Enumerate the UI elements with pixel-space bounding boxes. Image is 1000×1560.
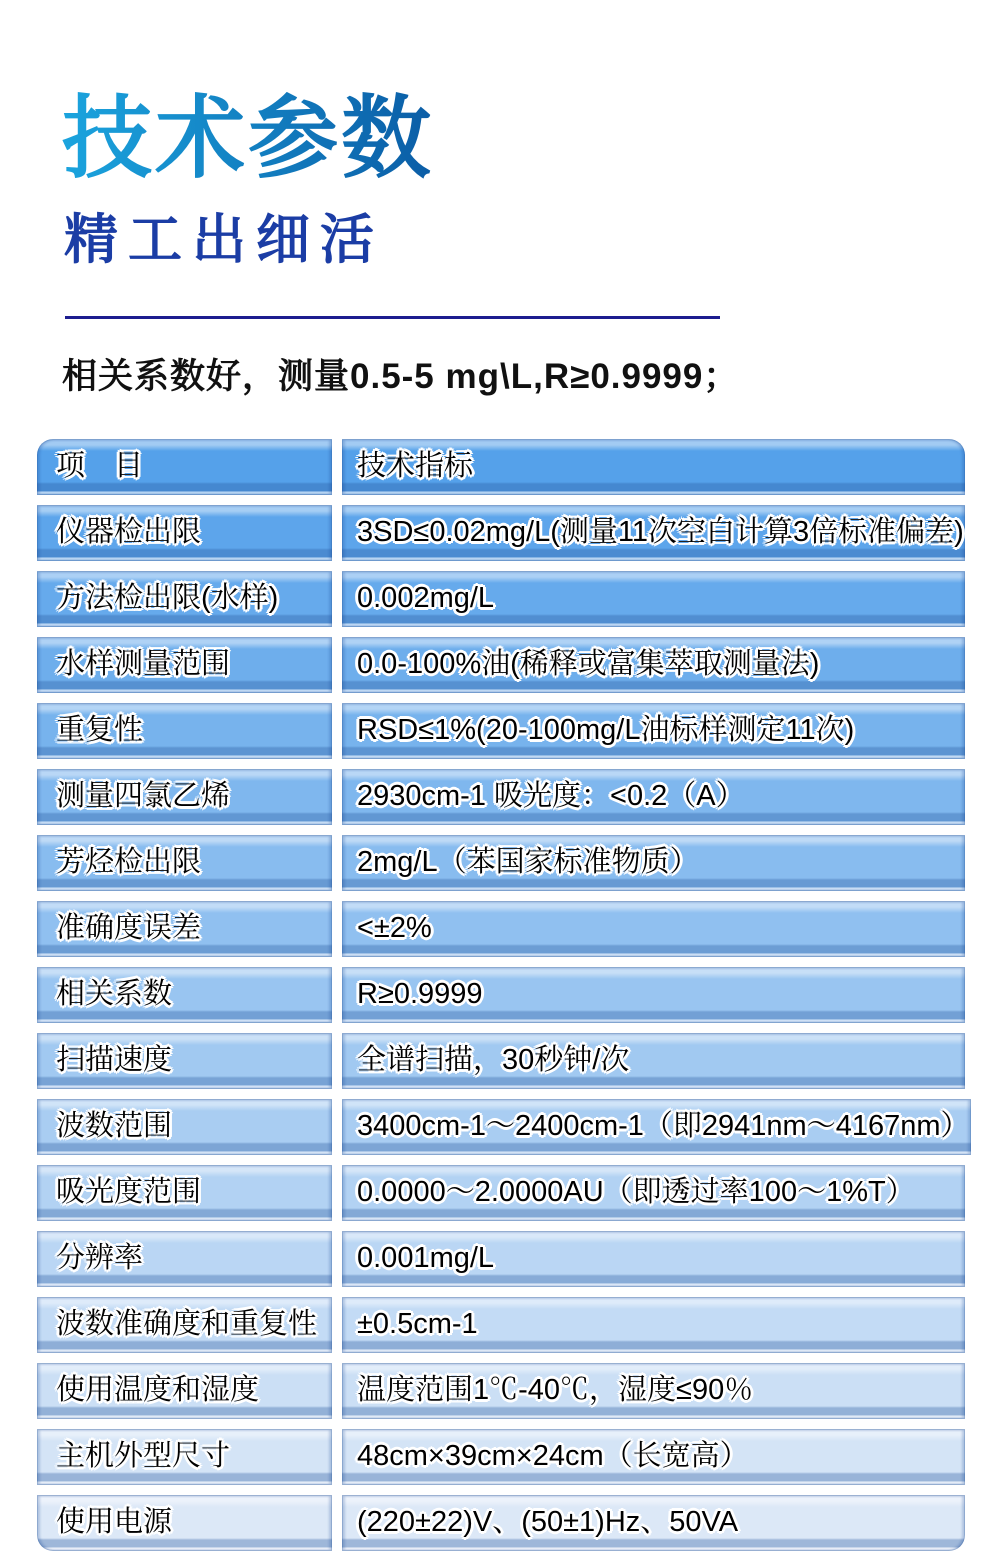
table-row	[37, 1231, 965, 1287]
spec-text: 0.002mg/L	[357, 582, 495, 615]
item-cell	[37, 835, 332, 891]
spec-cell	[342, 835, 965, 891]
header-spec-label: 技术指标	[357, 450, 474, 483]
spec-text: 0.0000～2.0000AU（即透过率100～1%T）	[357, 1176, 915, 1209]
table-row	[37, 505, 965, 561]
item-text: 仪器检出限	[56, 516, 202, 549]
item-cell	[37, 901, 332, 957]
item-cell	[37, 967, 332, 1023]
item-text: 测量四氯乙烯	[56, 780, 231, 813]
spec-text: ±0.5cm-1	[357, 1308, 478, 1341]
table-row	[37, 637, 965, 693]
item-cell	[37, 1297, 332, 1353]
title-divider	[65, 316, 720, 319]
item-cell	[37, 1231, 332, 1287]
table-row	[37, 1165, 965, 1221]
spec-cell	[342, 1165, 965, 1221]
table-row	[37, 703, 965, 759]
page-subtitle: 精工出细活	[64, 209, 384, 270]
item-cell	[37, 703, 332, 759]
item-text: 相关系数	[56, 978, 173, 1011]
table-row	[37, 1297, 965, 1353]
item-text: 水样测量范围	[56, 648, 231, 681]
item-text: 重复性	[56, 714, 144, 747]
item-cell	[37, 1429, 332, 1485]
table-row	[37, 1033, 965, 1089]
spec-text: 0.001mg/L	[357, 1242, 495, 1275]
item-text: 使用温度和湿度	[56, 1374, 260, 1407]
spec-text: (220±22)V、(50±1)Hz、50VA	[357, 1506, 739, 1539]
spec-text: 3SD≤0.02mg/L(测量11次空白计算3倍标准偏差)	[357, 516, 964, 549]
item-cell	[37, 1099, 332, 1155]
spec-text: <±2%	[357, 912, 432, 945]
spec-text: RSD≤1%(20-100mg/L油标样测定11次)	[357, 714, 855, 747]
spec-cell	[342, 1429, 965, 1485]
spec-cell	[342, 505, 965, 561]
item-cell	[37, 1495, 332, 1551]
spec-text: R≥0.9999	[357, 978, 483, 1011]
table-row	[37, 967, 965, 1023]
spec-cell	[342, 769, 965, 825]
item-cell	[37, 1363, 332, 1419]
spec-cell	[342, 1363, 965, 1419]
spec-cell	[342, 1099, 971, 1155]
table-header-row	[37, 439, 965, 495]
header-item-label: 项 目	[56, 450, 144, 483]
spec-cell	[342, 703, 965, 759]
item-cell	[37, 1165, 332, 1221]
item-cell	[37, 769, 332, 825]
item-text: 波数范围	[56, 1110, 173, 1143]
item-cell	[37, 505, 332, 561]
spec-cell	[342, 1231, 965, 1287]
item-text: 主机外型尺寸	[56, 1440, 231, 1473]
spec-text: 3400cm-1～2400cm-1（即2941nm～4167nm）	[357, 1110, 970, 1143]
header-item-cell	[37, 439, 332, 495]
item-text: 方法检出限(水样)	[56, 582, 279, 615]
spec-text: 0.0-100%油(稀释或富集萃取测量法)	[357, 648, 820, 681]
spec-cell	[342, 901, 965, 957]
spec-text: 2mg/L（苯国家标准物质）	[357, 846, 699, 879]
spec-table	[37, 439, 970, 1551]
spec-cell	[342, 637, 965, 693]
spec-cell	[342, 1495, 965, 1551]
table-row	[37, 1429, 965, 1485]
table-row	[37, 901, 965, 957]
spec-cell	[342, 571, 965, 627]
item-text: 波数准确度和重复性	[56, 1308, 318, 1341]
spec-text: 温度范围1℃-40℃，湿度≤90％	[357, 1374, 754, 1407]
spec-cell	[342, 967, 965, 1023]
item-text: 芳烃检出限	[56, 846, 202, 879]
statement-text: 相关系数好，测量0.5-5 mg\L,R≥0.9999；	[62, 356, 740, 396]
item-text: 使用电源	[56, 1506, 173, 1539]
item-cell	[37, 1033, 332, 1089]
item-text: 分辨率	[56, 1242, 144, 1275]
item-text: 扫描速度	[56, 1044, 173, 1077]
item-cell	[37, 637, 332, 693]
item-text: 准确度误差	[56, 912, 202, 945]
table-row	[37, 769, 965, 825]
spec-text: 48cm×39cm×24cm（长宽高）	[357, 1440, 749, 1473]
page-title: 技术参数	[62, 89, 434, 189]
spec-cell	[342, 1297, 965, 1353]
item-text: 吸光度范围	[56, 1176, 202, 1209]
spec-text: 全谱扫描，30秒钟/次	[357, 1044, 630, 1077]
table-row	[37, 835, 965, 891]
table-row	[37, 1099, 970, 1155]
header-spec-cell	[342, 439, 965, 495]
spec-cell	[342, 1033, 965, 1089]
table-row	[37, 1363, 965, 1419]
spec-text: 2930cm-1 吸光度：<0.2（A）	[357, 780, 745, 813]
item-cell	[37, 571, 332, 627]
table-row	[37, 571, 965, 627]
table-row	[37, 1495, 965, 1551]
